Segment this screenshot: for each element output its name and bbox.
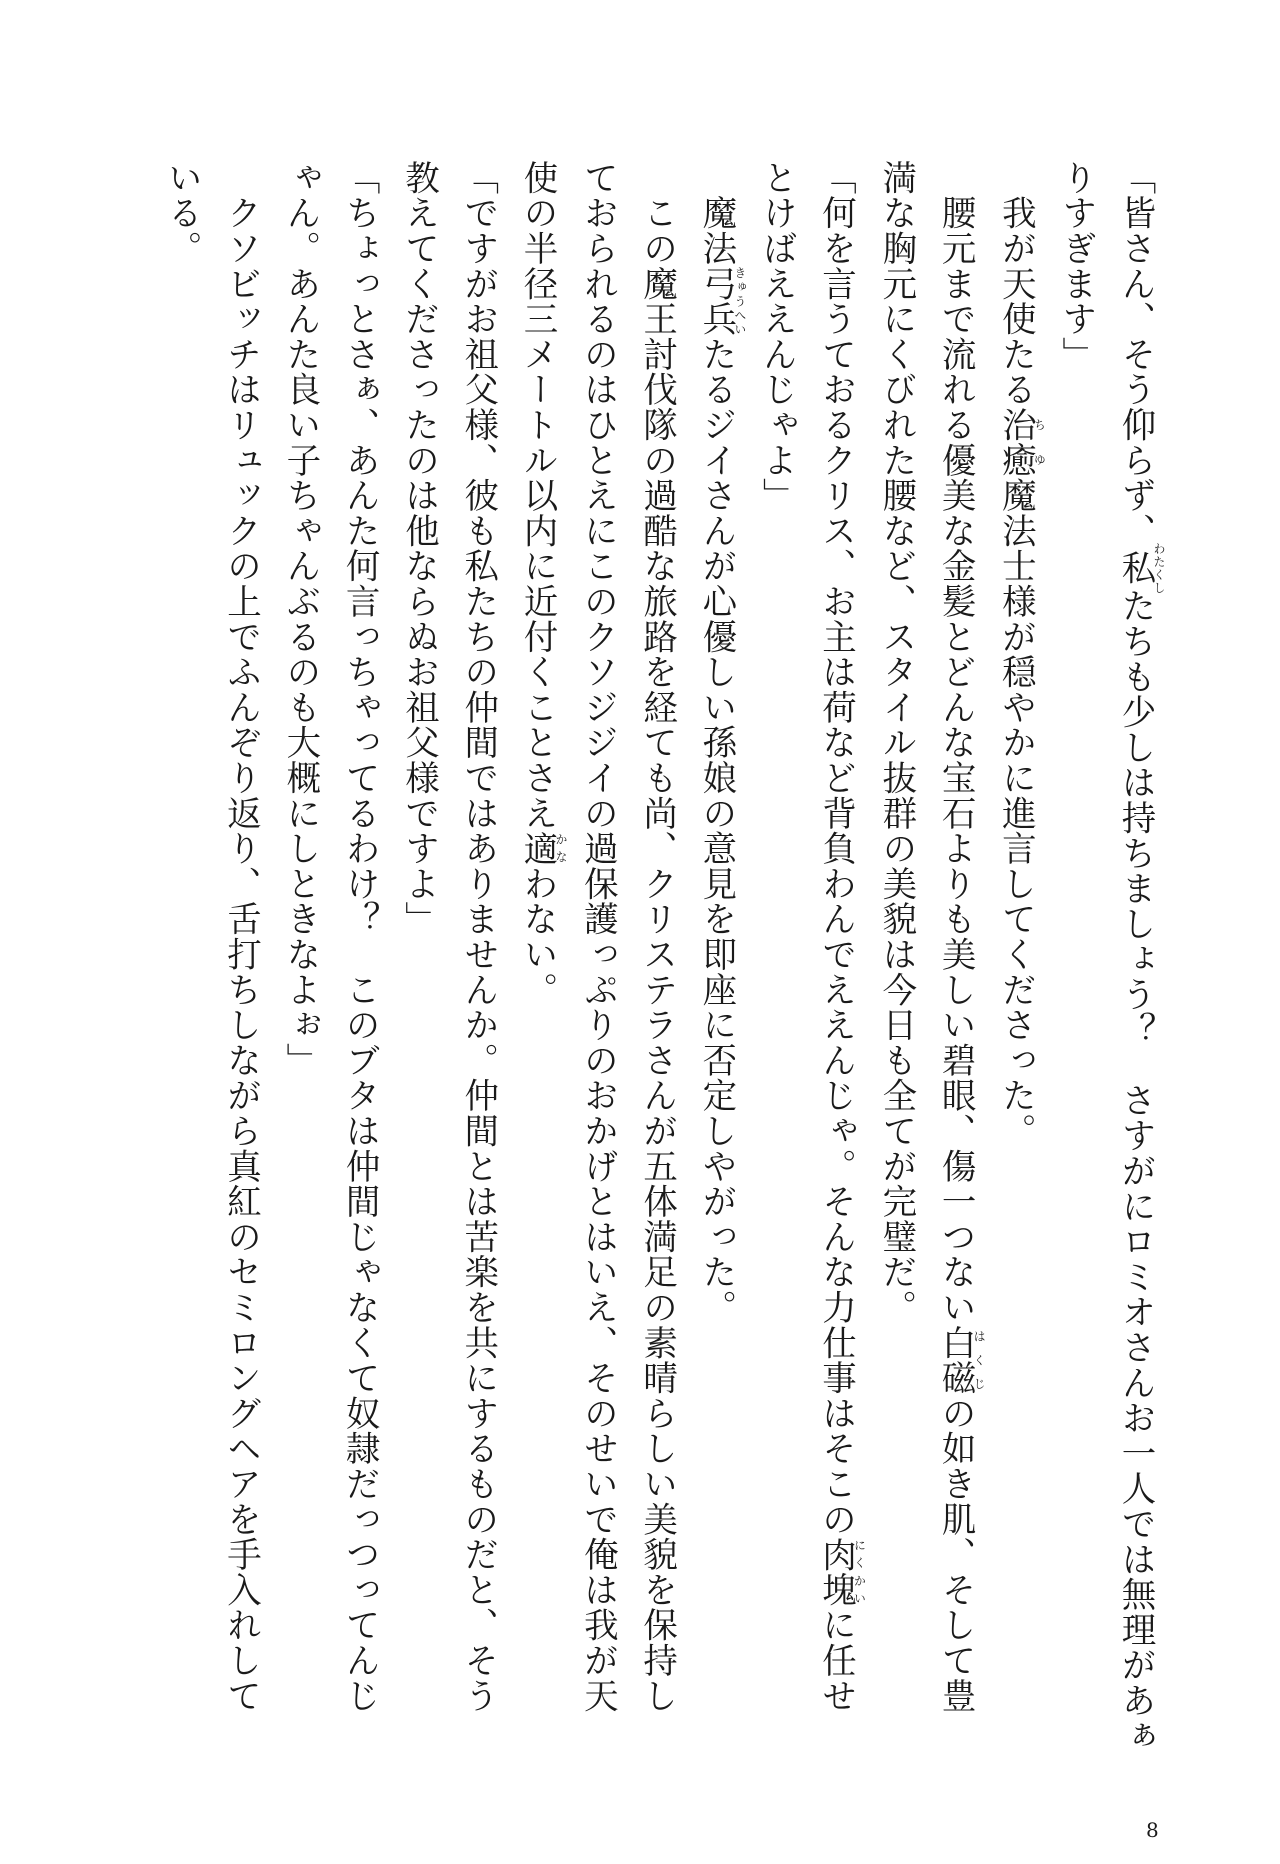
text-line: 使の半径三メートル以内に近付くことさえ適かなわない。	[517, 160, 569, 1008]
ruby-annotation: 白磁はくじ	[935, 1324, 987, 1396]
text-line: 「何を言うておるクリス、お主は荷など背負わんでええんじゃ。そんな力仕事はそこの肉塊にくかいに任せ	[815, 160, 867, 1714]
text-line: ておられるのはひとえにこのクソジジイの過保護っぷりのおかげとはいえ、そのせいで俺は我が天	[577, 160, 618, 1714]
text-line: りすぎます」	[1055, 160, 1096, 372]
ruby-annotation: 私わたくし	[1115, 542, 1166, 595]
text-line: この魔王討伐隊の過酷な旅路を経ても尚、クリステラさんが五体満足の素晴らしい美貌を保持し	[636, 160, 677, 1714]
text-line: クソビッチはリュックの上でふんぞり返り、舌打ちしながら真紅のセミロングヘアを手入れして	[220, 160, 261, 1714]
text-line: 満な胸元にくびれた腰など、スタイル抜群の美貌は今日も全てが完璧だ。	[875, 160, 916, 1325]
furigana: かな	[554, 830, 569, 867]
ruby-annotation: 治癒ちゆ	[995, 407, 1047, 478]
text-line: 「ちょっとさぁ、あんた何言っちゃってるわけ？ このブタは仲間じゃなくて奴隷だっつってんじ	[339, 160, 380, 1714]
ruby-annotation: 適かな	[517, 830, 569, 867]
furigana: わたくし	[1152, 542, 1166, 595]
furigana: きゅうへい	[732, 265, 747, 337]
text-line: 我が天使たる治癒ちゆ魔法士様が穏やかに進言してくださった。	[995, 160, 1047, 1149]
text-line: 腰元まで流れる優美な金髪とどんな宝石よりも美しい碧眼、傷一つない白磁はくじの如き肌、そして豊	[935, 160, 987, 1714]
text-line: いる。	[161, 160, 202, 266]
furigana: ちゆ	[1032, 407, 1047, 478]
furigana: はくじ	[972, 1324, 987, 1396]
furigana: にくかい	[852, 1536, 867, 1608]
text-line: 魔法弓兵きゅうへいたるジイさんが心優しい孫娘の意見を即座に否定しやがった。	[695, 160, 747, 1325]
ruby-annotation: 弓兵きゅうへい	[695, 265, 747, 337]
text-line: 教えてくださったのは他ならぬお祖父様ですよ」	[398, 160, 439, 937]
ruby-annotation: 肉塊にくかい	[815, 1536, 867, 1608]
text-line: ゃん。あんた良い子ちゃんぶるのも大概にしときなよぉ」	[279, 160, 320, 1078]
text-line: 「ですがお祖父様、彼も私たちの仲間ではありませんか。仲間とは苦楽を共にするものだと、そう	[457, 160, 498, 1714]
text-line: 「皆さん、そう仰らず、私わたくしたちも少しは持ちましょう？ さすがにロミオさんお一人では無理があぁ	[1115, 160, 1166, 1754]
page-number: 8	[1146, 1818, 1159, 1842]
vertical-text-body	[161, 160, 1166, 1754]
text-line: とけばええんじゃよ」	[756, 160, 797, 513]
